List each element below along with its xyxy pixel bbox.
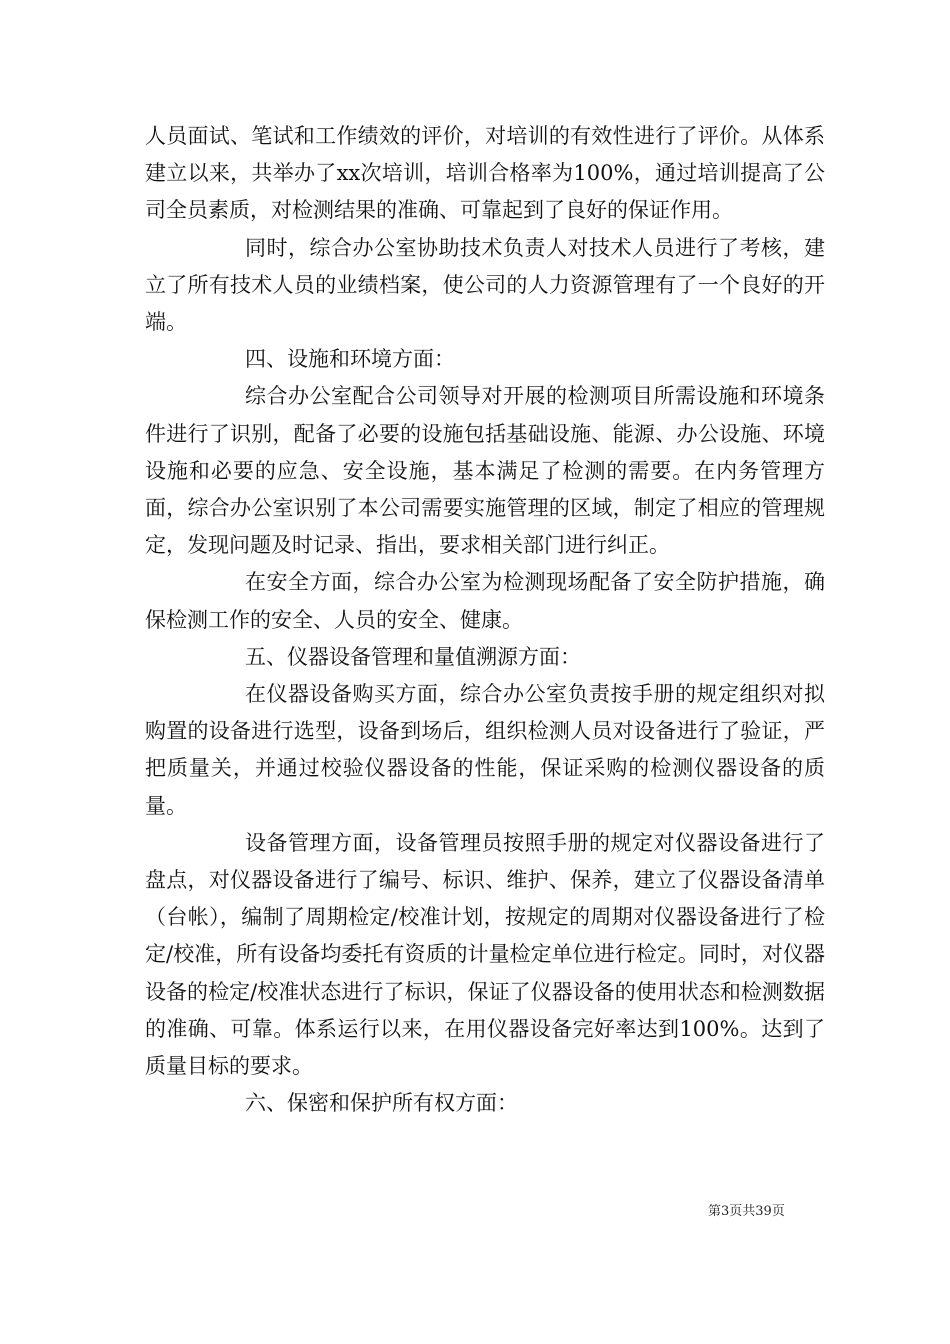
paragraph-facilities-environment: 综合办公室配合公司领导对开展的检测项目所需设施和环境条件进行了识别，配备了必要的设施包括基础设施、能源、办公设施、环境设施和必要的应急、安全设施，基本满足了检测的需要。在内务管理方面，综合办公室识别了本公司需要实施管理的区域，制定了相应的管理规定，发现问题及时记录、指出，要求相关部门进行纠正。 [145,384,825,558]
paragraph-safety: 在安全方面，综合办公室为检测现场配备了安全防护措施，确保检测工作的安全、人员的安全、健康。 [145,570,825,632]
section-heading-equipment-traceability: 五、仪器设备管理和量值溯源方面： [245,644,581,669]
document-body [145,118,825,1122]
paragraph-training-evaluation: 人员面试、笔试和工作绩效的评价，对培训的有效性进行了评价。从体系建立以来，共举办了xx次培训，培训合格率为100%，通过培训提高了公司全员素质，对检测结果的准确、可靠起到了良好的保证作用。 [145,124,825,223]
page-number-footer: 第3页共39页 [708,1204,785,1219]
paragraph-technical-staff-assessment: 同时，综合办公室协助技术负责人对技术人员进行了考核，建立了所有技术人员的业绩档案，使公司的人力资源管理有了一个良好的开端。 [145,235,825,335]
section-heading-confidentiality-ownership: 六、保密和保护所有权方面： [245,1091,518,1116]
section-heading-facilities-environment: 四、设施和环境方面： [245,347,455,372]
paragraph-equipment-management: 设备管理方面，设备管理员按照手册的规定对仪器设备进行了盘点，对仪器设备进行了编号、标识、维护、保养，建立了仪器设备清单（台帐），编制了周期检定/校准计划，按规定的周期对仪器设备进行了检定/校准，所有设备均委托有资质的计量检定单位进行检定。同时，对仪器设备的检定/校准状态进行了标识，保证了仪器设备的使用状态和检测数据的准确、可靠。体系运行以来，在用仪器设备完好率达到100%。达到了质量目标的要求。 [145,830,825,1079]
paragraph-equipment-purchase: 在仪器设备购买方面，综合办公室负责按手册的规定组织对拟购置的设备进行选型，设备到场后，组织检测人员对设备进行了验证，严把质量关，并通过校验仪器设备的性能，保证采购的检测仪器设备的质量。 [145,682,825,818]
